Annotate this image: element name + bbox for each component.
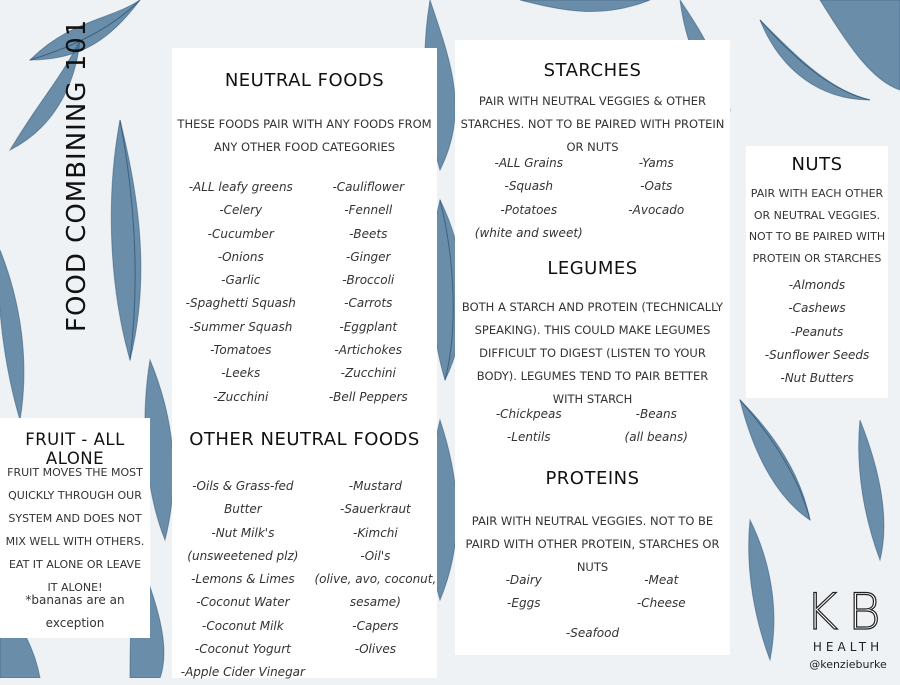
list-item: -Zucchini	[340, 366, 396, 381]
list-item: (unsweetened plz)	[187, 548, 299, 563]
legumes-heading: LEGUMES	[547, 258, 638, 279]
logo-wordmark: HEALTH	[812, 640, 884, 654]
list-item: -Ginger	[345, 249, 391, 264]
neutral-foods-note: THESE FOODS PAIR WITH ANY FOODS FROM ANY OTHER FOOD CATEGORIES	[177, 117, 432, 154]
list-item: -Coconut Yogurt	[194, 642, 291, 657]
proteins-heading: PROTEINS	[545, 468, 640, 489]
list-item: -Leeks	[221, 366, 261, 381]
legumes-note: BOTH A STARCH AND PROTEIN (TECHNICALLY SPEAKING). THIS COULD MAKE LEGUMES DIFFICULT TO DIGEST (LISTEN TO YOUR BODY). LEGUMES TEND TO PAIR BETTER WITH STARCH	[461, 300, 724, 406]
starches-note: PAIR WITH NEUTRAL VEGGIES & OTHER STARCHES. NOT TO BE PAIRED WITH PROTEIN OR NUTS	[460, 94, 725, 154]
list-item: -Eggplant	[339, 319, 398, 334]
list-item: -Lemons & Limes	[191, 572, 295, 587]
fruit-note: FRUIT MOVES THE MOST QUICKLY THROUGH OUR SYSTEM AND DOES NOT MIX WELL WITH OTHERS. EAT IT ALONE OR LEAVE IT ALONE!	[5, 466, 145, 594]
list-item: -Kimchi	[352, 525, 398, 540]
list-item: -Beans	[635, 407, 677, 421]
list-item: -Apple Cider Vinegar	[180, 665, 305, 680]
proteins-right-column	[593, 569, 731, 616]
fruit-heading: FRUIT - ALL ALONE	[25, 430, 125, 468]
list-item: -Bell Peppers	[328, 389, 408, 404]
fruit-footnote: *bananas are an exception	[25, 593, 125, 631]
kb-health-logo	[798, 583, 898, 676]
list-item: -Olives	[354, 642, 396, 657]
list-item: -Capers	[352, 618, 399, 633]
list-item: -Squash	[504, 179, 553, 194]
starches-legumes-proteins-panel	[455, 40, 730, 655]
list-item: -Peanuts	[790, 324, 844, 339]
list-item: -Onions	[217, 249, 264, 264]
proteins-left-column	[455, 569, 593, 616]
list-item: -Cauliflower	[332, 180, 405, 194]
list-item: -Chickpeas	[495, 407, 562, 421]
other-neutral-foods-right-column	[314, 475, 437, 685]
list-item: sesame)	[349, 595, 401, 610]
list-item: -Celery	[219, 203, 263, 218]
nuts-heading: NUTS	[791, 154, 843, 175]
list-item: (white and sweet)	[474, 225, 583, 240]
nuts-list	[746, 274, 888, 390]
nuts-note: PAIR WITH EACH OTHER OR NEUTRAL VEGGIES. NOT TO BE PAIRED WITH PROTEIN OR STARCHES	[748, 187, 886, 265]
other-neutral-foods-list	[172, 475, 437, 685]
list-item: -Cucumber	[207, 226, 274, 241]
logo-letters: KB	[805, 583, 891, 641]
list-item: -Tomatoes	[210, 343, 272, 358]
list-item: -Coconut Water	[196, 595, 290, 610]
legumes-left-column	[465, 403, 593, 450]
starches-right-column	[593, 152, 721, 245]
list-item: (olive, avo, coconut,	[314, 572, 437, 587]
starches-left-column	[465, 152, 593, 245]
proteins-note: PAIR WITH NEUTRAL VEGGIES. NOT TO BE PAIRD WITH OTHER PROTEIN, STARCHES OR NUTS	[465, 514, 720, 574]
legumes-list	[465, 403, 720, 450]
list-item: -Coconut Milk	[202, 618, 284, 633]
legumes-right-column	[593, 403, 721, 450]
list-item: -Sauerkraut	[339, 502, 411, 517]
social-handle: @kenzieburke	[809, 658, 887, 671]
list-item: -Artichokes	[334, 343, 403, 358]
list-item: -ALL leafy greens	[188, 180, 293, 194]
list-item: -Potatoes	[500, 202, 558, 217]
list-item: -Meat	[644, 573, 679, 587]
list-item: -Summer Squash	[189, 319, 293, 334]
list-item: -Oil's	[360, 548, 391, 563]
list-item: (all beans)	[624, 430, 688, 445]
list-item: -Carrots	[344, 296, 393, 311]
list-item: -Oats	[640, 179, 673, 194]
list-item: -Almonds	[788, 278, 846, 292]
list-item: -Zucchini	[213, 389, 269, 404]
list-item: -Spaghetti Squash	[185, 296, 296, 311]
list-item: -Avocado	[628, 202, 685, 217]
nuts-panel	[746, 146, 888, 398]
list-item: -Cashews	[788, 301, 846, 316]
proteins-bottom-item: -Seafood	[565, 626, 620, 640]
list-item: -Dairy	[505, 573, 542, 587]
neutral-foods-heading: NEUTRAL FOODS	[224, 70, 385, 91]
list-item: -Eggs	[507, 596, 541, 611]
starches-heading: STARCHES	[543, 60, 642, 81]
page-title: FOOD COMBINING 101	[62, 18, 92, 332]
proteins-list	[455, 569, 730, 616]
other-neutral-foods-heading: OTHER NEUTRAL FOODS	[189, 429, 420, 450]
other-neutral-foods-panel	[172, 413, 437, 678]
other-neutral-foods-left-column	[172, 475, 314, 685]
list-item: -Broccoli	[342, 273, 395, 288]
neutral-foods-panel	[172, 48, 437, 413]
neutral-foods-right-column	[305, 176, 433, 409]
list-item: -ALL Grains	[494, 156, 563, 170]
list-item: -Lentils	[506, 430, 551, 445]
list-item: -Sunflower Seeds	[764, 347, 870, 362]
starches-list	[465, 152, 720, 245]
list-item: -Yams	[638, 156, 674, 170]
list-item: -Beets	[349, 226, 388, 241]
list-item: -Nut Milk's	[211, 525, 275, 540]
fruit-panel	[0, 418, 150, 638]
list-item: -Oils & Grass-fed Butter	[192, 479, 294, 517]
list-item: -Fennell	[344, 203, 393, 218]
list-item: -Mustard	[348, 479, 402, 493]
list-item: -Cheese	[636, 596, 686, 611]
list-item: -Garlic	[221, 273, 261, 288]
list-item: -Nut Butters	[780, 371, 854, 386]
neutral-foods-left-column	[177, 176, 305, 409]
neutral-foods-list	[177, 176, 432, 409]
